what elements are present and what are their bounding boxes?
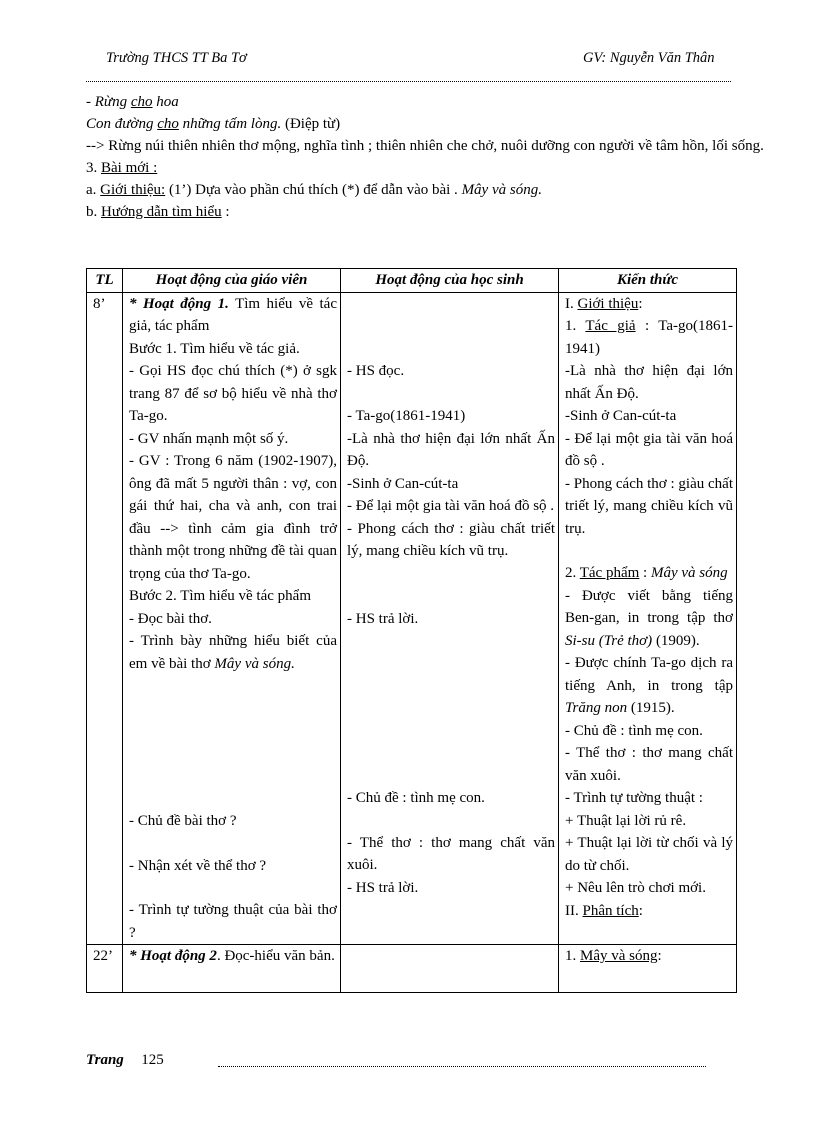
intro-line-3: --> Rừng núi thiên nhiên thơ mộng, nghĩa tình ; thiên nhiên che chở, nuôi dưỡng con người về tâm hồn, lối sống. — [86, 138, 764, 154]
student-item: - Ta-go(1861-1941) — [347, 408, 466, 424]
knowledge-item: + Thuật lại lời rủ rê. — [565, 812, 687, 829]
student-item: - HS đọc. — [347, 362, 405, 379]
student-activity-cell — [341, 945, 559, 993]
intro-gioi-thieu: a. Giới thiệu: (1’) Dựa vào phần chú thích (*) để dẫn vào bài . Mây và sóng. — [86, 182, 542, 198]
knowledge-item: - Được chính Ta-go dịch ra tiếng Anh, in trong tập Trăng non (1915). — [565, 655, 733, 716]
activity-2-title: * Hoạt động 2. Đọc-hiểu văn bản. — [129, 948, 335, 964]
student-item: -Sinh ở Can-cút-ta — [347, 475, 459, 492]
teacher-item: - Đọc bài thơ. — [129, 610, 212, 627]
teacher-item: - Trình bày những hiểu biết của em về bài thơ Mây và sóng. — [129, 633, 337, 672]
student-item: - HS trả lời. — [347, 879, 419, 896]
page-number: 125 — [141, 1052, 164, 1068]
knowledge-item: - Trình tự tường thuật : — [565, 790, 703, 806]
knowledge-item: -Sinh ở Can-cút-ta — [565, 408, 677, 424]
header-teacher-activity: Hoạt động của giáo viên — [123, 269, 341, 293]
knowledge-item: - Chủ đề : tình mẹ con. — [565, 722, 703, 739]
header-school: Trường THCS TT Ba Tơ — [106, 50, 247, 66]
intro-line-2: Con đường cho những tấm lòng. (Điệp từ) — [86, 116, 341, 132]
intro-huong-dan: b. Hướng dẫn tìm hiểu : — [86, 204, 230, 220]
time-cell: 22’ — [87, 945, 123, 993]
teacher-item: - GV nhấn mạnh một số ý. — [129, 430, 289, 447]
activity-1-title: * Hoạt động 1. Tìm hiểu về tác giả, tác phẩm — [129, 295, 337, 334]
lesson-table — [86, 268, 737, 993]
teacher-activity-cell — [123, 292, 341, 945]
student-item: - Chủ đề : tình mẹ con. — [347, 790, 485, 806]
student-item: - Phong cách thơ : giàu chất triết lý, mang chiều kích vũ trụ. — [347, 520, 555, 559]
teacher-item: - Trình tự tường thuật của bài thơ ? — [129, 902, 337, 941]
student-item: -Là nhà thơ hiện đại lớn nhất Ấn Độ. — [347, 430, 555, 469]
intro-line-1: - Rừng cho hoa — [86, 94, 179, 110]
time-cell: 8’ — [87, 292, 123, 945]
knowledge-item: - Để lại một gia tài văn hoá đồ sộ . — [565, 430, 733, 469]
header-knowledge: Kiến thức — [559, 269, 737, 293]
knowledge-cell — [559, 945, 737, 993]
student-activity-cell — [341, 292, 559, 945]
knowledge-heading: II. Phân tích: — [565, 902, 643, 919]
table-row — [87, 945, 737, 993]
footer-divider — [218, 1066, 706, 1067]
section-heading-bai-moi: 3. Bài mới : — [86, 160, 158, 176]
student-item: - Để lại một gia tài văn hoá đồ sộ . — [347, 498, 555, 514]
student-item: - HS trả lời. — [347, 610, 419, 627]
header-student-activity: Hoạt động của học sinh — [341, 269, 559, 293]
knowledge-heading: I. Giới thiệu: — [565, 295, 643, 312]
teacher-activity-cell — [123, 945, 341, 993]
knowledge-item: 1. Tác giả : Ta-go(1861-1941) — [565, 318, 734, 357]
table-row — [87, 292, 737, 945]
step-1: Bước 1. Tìm hiểu về tác giả. — [129, 340, 300, 357]
knowledge-item: + Nêu lên trò chơi mới. — [565, 880, 706, 896]
knowledge-item: - Phong cách thơ : giàu chất triết lý, mang chiều kích vũ trụ. — [565, 475, 733, 537]
knowledge-cell — [559, 292, 737, 945]
step-2: Bước 2. Tìm hiểu về tác phẩm — [129, 588, 311, 604]
footer-label: Trang — [86, 1052, 124, 1068]
knowledge-item: 1. Mây và sóng: — [565, 948, 662, 964]
header-teacher: GV: Nguyễn Văn Thân — [583, 50, 715, 66]
header-tl: TL — [87, 269, 123, 293]
teacher-item: - Chủ đề bài thơ ? — [129, 813, 237, 829]
knowledge-item: - Thể thơ : thơ mang chất văn xuôi. — [565, 745, 733, 784]
knowledge-item: -Là nhà thơ hiện đại lớn nhất Ấn Độ. — [565, 363, 733, 402]
teacher-item: - Nhận xét về thể thơ ? — [129, 857, 267, 874]
student-item: - Thể thơ : thơ mang chất văn xuôi. — [347, 834, 555, 873]
table-header-row — [87, 269, 737, 293]
intro-section — [86, 91, 786, 223]
page-footer — [86, 1052, 164, 1069]
header-divider — [86, 81, 731, 82]
teacher-item: - GV : Trong 6 năm (1902-1907), ông đã mất 5 người thân : vợ, con gái thứ hai, cha và anh, con trai đầu --> tình cảm gia đình trở thành một trong những đề tài quan trọng của thơ Ta-go. — [129, 453, 337, 582]
teacher-item: - Gọi HS đọc chú thích (*) ở sgk trang 87 để sơ bộ hiểu về nhà thơ Ta-go. — [129, 363, 337, 424]
knowledge-item: - Được viết bằng tiếng Ben-gan, in trong tập thơ Si-su (Trẻ thơ) (1909). — [565, 587, 733, 649]
knowledge-item: + Thuật lại lời từ chối và lý do từ chối. — [565, 835, 733, 874]
knowledge-item: 2. Tác phẩm : Mây và sóng — [565, 565, 728, 581]
